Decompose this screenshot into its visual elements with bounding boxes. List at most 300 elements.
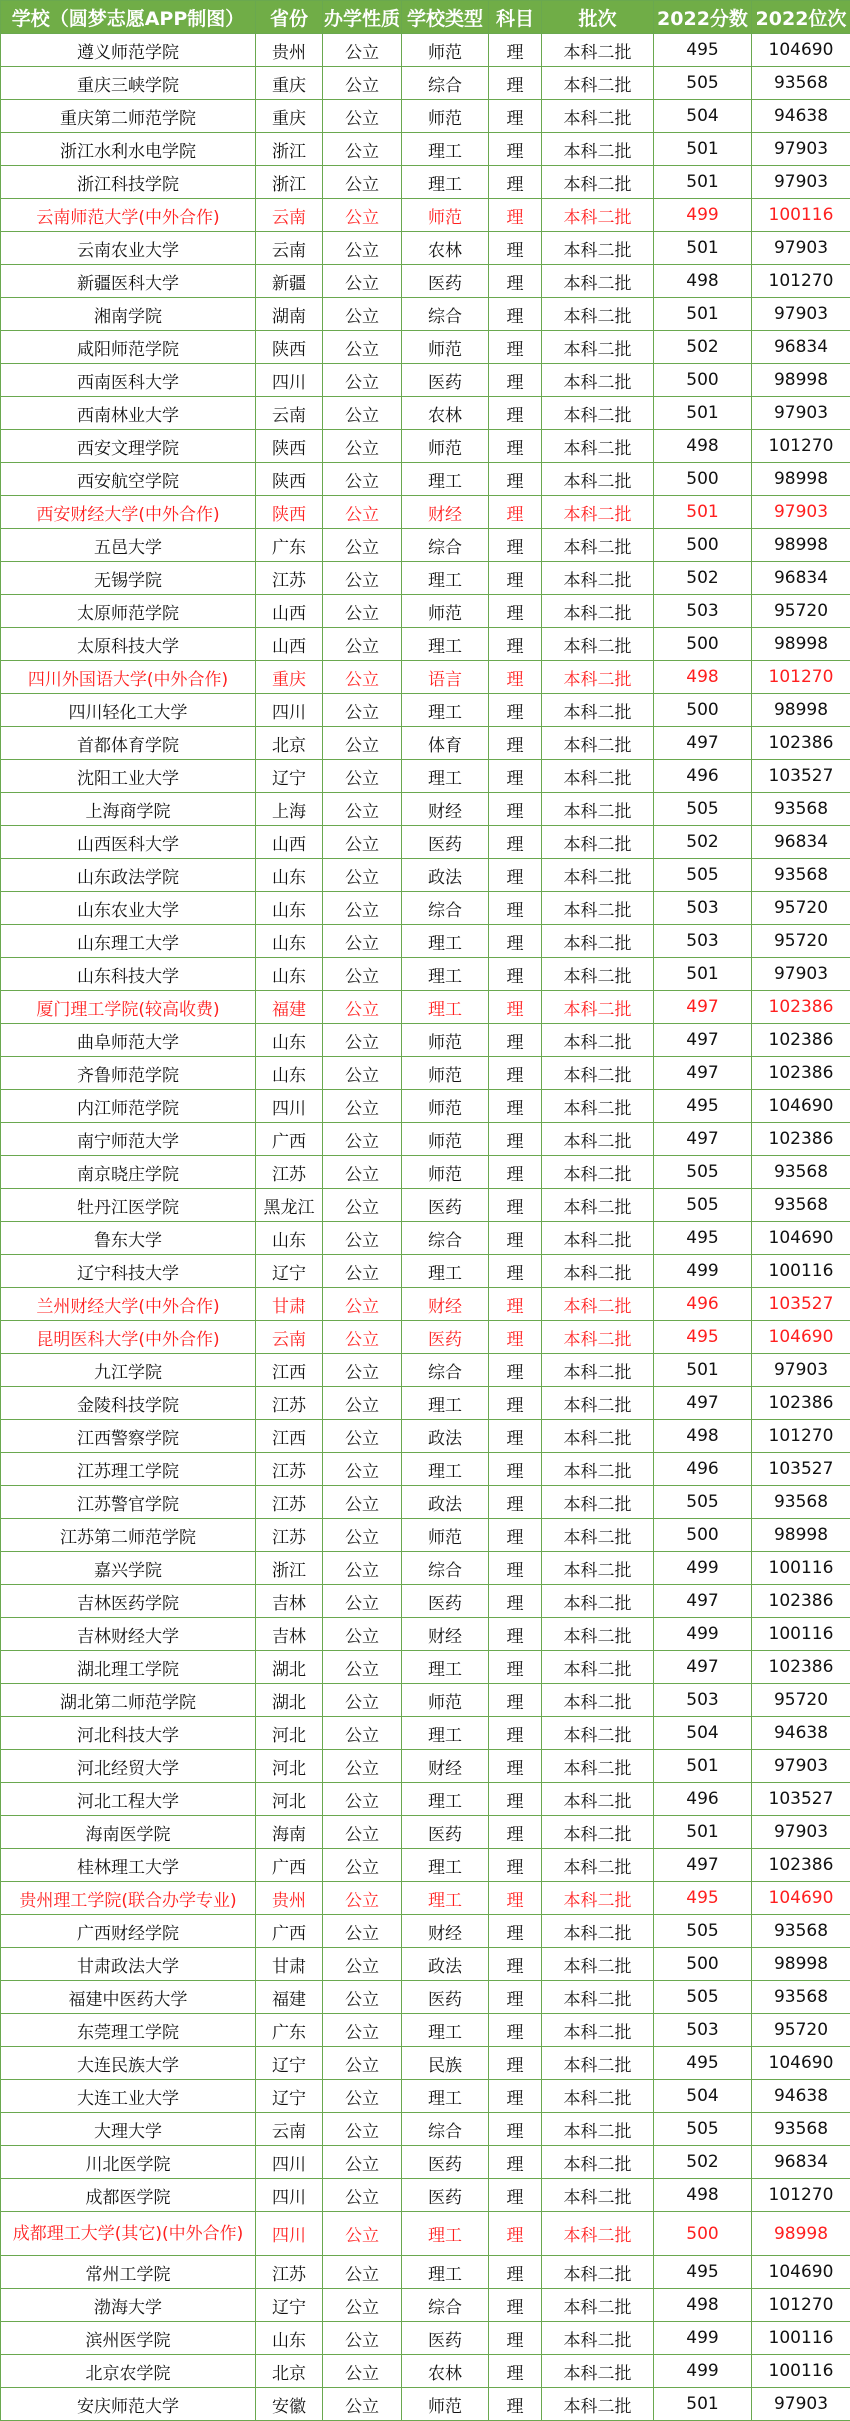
- rank-cell: 98998: [752, 2212, 850, 2256]
- rank-cell: 101270: [752, 1420, 850, 1453]
- rank-cell: 104690: [752, 1882, 850, 1915]
- header-batch: 批次: [542, 1, 654, 34]
- subject-cell: 理: [489, 1123, 542, 1156]
- ownership-cell: 公立: [323, 1123, 402, 1156]
- type-cell: 政法: [402, 1948, 489, 1981]
- ownership-cell: 公立: [323, 1057, 402, 1090]
- table-row: [1, 925, 850, 958]
- ownership-cell: 公立: [323, 628, 402, 661]
- type-cell: 师范: [402, 34, 489, 67]
- batch-cell: 本科二批: [542, 1915, 654, 1948]
- province-cell: 江苏: [256, 1519, 323, 1552]
- type-cell: 理工: [402, 694, 489, 727]
- table-row: [1, 1024, 850, 1057]
- province-cell: 北京: [256, 727, 323, 760]
- table-row: [1, 2080, 850, 2113]
- ownership-cell: 公立: [323, 232, 402, 265]
- table-row: [1, 265, 850, 298]
- subject-cell: 理: [489, 67, 542, 100]
- score-cell: 505: [654, 1981, 752, 2014]
- ownership-cell: 公立: [323, 265, 402, 298]
- school-cell: 咸阳师范学院: [1, 331, 256, 364]
- ownership-cell: 公立: [323, 1288, 402, 1321]
- subject-cell: 理: [489, 1387, 542, 1420]
- ownership-cell: 公立: [323, 463, 402, 496]
- ownership-cell: 公立: [323, 1090, 402, 1123]
- province-cell: 浙江: [256, 133, 323, 166]
- rank-cell: 101270: [752, 2179, 850, 2212]
- school-cell: 西安文理学院: [1, 430, 256, 463]
- subject-cell: 理: [489, 2179, 542, 2212]
- score-cell: 499: [654, 1255, 752, 1288]
- rank-cell: 94638: [752, 100, 850, 133]
- province-cell: 吉林: [256, 1618, 323, 1651]
- rank-cell: 96834: [752, 331, 850, 364]
- score-cell: 500: [654, 694, 752, 727]
- ownership-cell: 公立: [323, 1420, 402, 1453]
- province-cell: 四川: [256, 2212, 323, 2256]
- score-cell: 499: [654, 1618, 752, 1651]
- table-row: [1, 199, 850, 232]
- province-cell: 上海: [256, 793, 323, 826]
- batch-cell: 本科二批: [542, 925, 654, 958]
- province-cell: 江西: [256, 1354, 323, 1387]
- ownership-cell: 公立: [323, 760, 402, 793]
- score-cell: 505: [654, 1156, 752, 1189]
- rank-cell: 98998: [752, 529, 850, 562]
- score-cell: 500: [654, 529, 752, 562]
- province-cell: 山东: [256, 892, 323, 925]
- type-cell: 师范: [402, 1024, 489, 1057]
- subject-cell: 理: [489, 265, 542, 298]
- score-cell: 500: [654, 628, 752, 661]
- school-cell: 川北医学院: [1, 2146, 256, 2179]
- type-cell: 医药: [402, 1816, 489, 1849]
- school-cell: 四川轻化工大学: [1, 694, 256, 727]
- school-cell: 东莞理工学院: [1, 2014, 256, 2047]
- score-cell: 497: [654, 1024, 752, 1057]
- school-cell: 浙江科技学院: [1, 166, 256, 199]
- ownership-cell: 公立: [323, 100, 402, 133]
- type-cell: 政法: [402, 1486, 489, 1519]
- ownership-cell: 公立: [323, 1981, 402, 2014]
- subject-cell: 理: [489, 397, 542, 430]
- subject-cell: 理: [489, 1222, 542, 1255]
- score-cell: 497: [654, 1849, 752, 1882]
- subject-cell: 理: [489, 34, 542, 67]
- school-cell: 云南农业大学: [1, 232, 256, 265]
- province-cell: 贵州: [256, 1882, 323, 1915]
- batch-cell: 本科二批: [542, 1453, 654, 1486]
- school-cell: 江苏第二师范学院: [1, 1519, 256, 1552]
- type-cell: 综合: [402, 892, 489, 925]
- province-cell: 四川: [256, 694, 323, 727]
- batch-cell: 本科二批: [542, 1750, 654, 1783]
- type-cell: 理工: [402, 463, 489, 496]
- batch-cell: 本科二批: [542, 1321, 654, 1354]
- type-cell: 财经: [402, 793, 489, 826]
- rank-cell: 103527: [752, 1288, 850, 1321]
- subject-cell: 理: [489, 1156, 542, 1189]
- score-cell: 497: [654, 1057, 752, 1090]
- subject-cell: 理: [489, 1981, 542, 2014]
- school-cell: 山东农业大学: [1, 892, 256, 925]
- rank-cell: 97903: [752, 2388, 850, 2421]
- ownership-cell: 公立: [323, 2212, 402, 2256]
- province-cell: 广西: [256, 1849, 323, 1882]
- score-cell: 501: [654, 298, 752, 331]
- batch-cell: 本科二批: [542, 298, 654, 331]
- type-cell: 师范: [402, 1057, 489, 1090]
- rank-cell: 98998: [752, 1519, 850, 1552]
- school-cell: 西安航空学院: [1, 463, 256, 496]
- type-cell: 师范: [402, 595, 489, 628]
- school-cell: 海南医学院: [1, 1816, 256, 1849]
- province-cell: 辽宁: [256, 2289, 323, 2322]
- score-cell: 496: [654, 1453, 752, 1486]
- rank-cell: 102386: [752, 1123, 850, 1156]
- ownership-cell: 公立: [323, 2289, 402, 2322]
- ownership-cell: 公立: [323, 1882, 402, 1915]
- subject-cell: 理: [489, 958, 542, 991]
- subject-cell: 理: [489, 892, 542, 925]
- school-cell: 河北科技大学: [1, 1717, 256, 1750]
- score-cell: 501: [654, 1816, 752, 1849]
- school-cell: 山东理工大学: [1, 925, 256, 958]
- batch-cell: 本科二批: [542, 1090, 654, 1123]
- batch-cell: 本科二批: [542, 430, 654, 463]
- batch-cell: 本科二批: [542, 364, 654, 397]
- batch-cell: 本科二批: [542, 1585, 654, 1618]
- province-cell: 山东: [256, 859, 323, 892]
- ownership-cell: 公立: [323, 661, 402, 694]
- ownership-cell: 公立: [323, 1948, 402, 1981]
- school-cell: 河北工程大学: [1, 1783, 256, 1816]
- province-cell: 陕西: [256, 430, 323, 463]
- school-cell: 曲阜师范大学: [1, 1024, 256, 1057]
- table-row: [1, 1816, 850, 1849]
- table-row: [1, 133, 850, 166]
- rank-cell: 100116: [752, 199, 850, 232]
- score-cell: 497: [654, 1123, 752, 1156]
- province-cell: 湖北: [256, 1651, 323, 1684]
- subject-cell: 理: [489, 1354, 542, 1387]
- table-row: [1, 430, 850, 463]
- table-row: [1, 694, 850, 727]
- table-row: [1, 34, 850, 67]
- rank-cell: 98998: [752, 694, 850, 727]
- rank-cell: 102386: [752, 1651, 850, 1684]
- table-row: [1, 1453, 850, 1486]
- subject-cell: 理: [489, 2289, 542, 2322]
- subject-cell: 理: [489, 364, 542, 397]
- province-cell: 四川: [256, 2179, 323, 2212]
- type-cell: 理工: [402, 1717, 489, 1750]
- ownership-cell: 公立: [323, 1618, 402, 1651]
- table-row: [1, 2212, 850, 2256]
- score-cell: 505: [654, 1189, 752, 1222]
- school-cell: 南京晓庄学院: [1, 1156, 256, 1189]
- batch-cell: 本科二批: [542, 1519, 654, 1552]
- score-cell: 495: [654, 2256, 752, 2289]
- ownership-cell: 公立: [323, 430, 402, 463]
- subject-cell: 理: [489, 793, 542, 826]
- province-cell: 山东: [256, 1024, 323, 1057]
- ownership-cell: 公立: [323, 1189, 402, 1222]
- batch-cell: 本科二批: [542, 1618, 654, 1651]
- batch-cell: 本科二批: [542, 1981, 654, 2014]
- type-cell: 理工: [402, 2212, 489, 2256]
- school-cell: 浙江水利水电学院: [1, 133, 256, 166]
- batch-cell: 本科二批: [542, 1948, 654, 1981]
- ownership-cell: 公立: [323, 1783, 402, 1816]
- table-row: [1, 958, 850, 991]
- province-cell: 山西: [256, 826, 323, 859]
- rank-cell: 98998: [752, 364, 850, 397]
- province-cell: 辽宁: [256, 760, 323, 793]
- score-cell: 496: [654, 1288, 752, 1321]
- subject-cell: 理: [489, 1849, 542, 1882]
- rank-cell: 97903: [752, 958, 850, 991]
- score-cell: 500: [654, 1948, 752, 1981]
- school-cell: 齐鲁师范学院: [1, 1057, 256, 1090]
- school-cell: 甘肃政法大学: [1, 1948, 256, 1981]
- rank-cell: 97903: [752, 166, 850, 199]
- table-row: [1, 826, 850, 859]
- subject-cell: 理: [489, 1882, 542, 1915]
- type-cell: 语言: [402, 661, 489, 694]
- ownership-cell: 公立: [323, 958, 402, 991]
- header-school-type: 学校类型: [402, 1, 489, 34]
- batch-cell: 本科二批: [542, 67, 654, 100]
- type-cell: 师范: [402, 1156, 489, 1189]
- subject-cell: 理: [489, 1552, 542, 1585]
- province-cell: 陕西: [256, 331, 323, 364]
- province-cell: 安徽: [256, 2388, 323, 2421]
- school-cell: 常州工学院: [1, 2256, 256, 2289]
- province-cell: 山东: [256, 1057, 323, 1090]
- rank-cell: 100116: [752, 1618, 850, 1651]
- score-cell: 503: [654, 892, 752, 925]
- batch-cell: 本科二批: [542, 265, 654, 298]
- table-row: [1, 1288, 850, 1321]
- score-cell: 501: [654, 496, 752, 529]
- school-cell: 西安财经大学(中外合作): [1, 496, 256, 529]
- type-cell: 医药: [402, 364, 489, 397]
- rank-cell: 97903: [752, 232, 850, 265]
- type-cell: 理工: [402, 2256, 489, 2289]
- header-ownership: 办学性质: [323, 1, 402, 34]
- subject-cell: 理: [489, 331, 542, 364]
- rank-cell: 98998: [752, 463, 850, 496]
- rank-cell: 93568: [752, 859, 850, 892]
- school-cell: 大连民族大学: [1, 2047, 256, 2080]
- batch-cell: 本科二批: [542, 2146, 654, 2179]
- type-cell: 医药: [402, 1585, 489, 1618]
- ownership-cell: 公立: [323, 562, 402, 595]
- batch-cell: 本科二批: [542, 1288, 654, 1321]
- rank-cell: 104690: [752, 1222, 850, 1255]
- rank-cell: 93568: [752, 1486, 850, 1519]
- type-cell: 综合: [402, 298, 489, 331]
- table-row: [1, 1783, 850, 1816]
- subject-cell: 理: [489, 1288, 542, 1321]
- school-cell: 新疆医科大学: [1, 265, 256, 298]
- rank-cell: 100116: [752, 1255, 850, 1288]
- subject-cell: 理: [489, 2256, 542, 2289]
- batch-cell: 本科二批: [542, 1651, 654, 1684]
- table-row: [1, 1981, 850, 2014]
- table-row: [1, 1486, 850, 1519]
- rank-cell: 98998: [752, 1948, 850, 1981]
- batch-cell: 本科二批: [542, 2256, 654, 2289]
- province-cell: 辽宁: [256, 1255, 323, 1288]
- type-cell: 医药: [402, 2322, 489, 2355]
- ownership-cell: 公立: [323, 859, 402, 892]
- ownership-cell: 公立: [323, 2388, 402, 2421]
- type-cell: 理工: [402, 166, 489, 199]
- score-cell: 503: [654, 595, 752, 628]
- school-cell: 厦门理工学院(较高收费): [1, 991, 256, 1024]
- rank-cell: 101270: [752, 2289, 850, 2322]
- ownership-cell: 公立: [323, 2256, 402, 2289]
- type-cell: 政法: [402, 1420, 489, 1453]
- subject-cell: 理: [489, 496, 542, 529]
- school-cell: 江苏警官学院: [1, 1486, 256, 1519]
- score-cell: 498: [654, 661, 752, 694]
- type-cell: 民族: [402, 2047, 489, 2080]
- ownership-cell: 公立: [323, 1156, 402, 1189]
- batch-cell: 本科二批: [542, 958, 654, 991]
- subject-cell: 理: [489, 529, 542, 562]
- type-cell: 财经: [402, 1915, 489, 1948]
- batch-cell: 本科二批: [542, 661, 654, 694]
- province-cell: 江西: [256, 1420, 323, 1453]
- score-cell: 505: [654, 1915, 752, 1948]
- province-cell: 江苏: [256, 562, 323, 595]
- rank-cell: 102386: [752, 1057, 850, 1090]
- table-row: [1, 2256, 850, 2289]
- subject-cell: 理: [489, 826, 542, 859]
- batch-cell: 本科二批: [542, 463, 654, 496]
- rank-cell: 103527: [752, 1783, 850, 1816]
- rank-cell: 94638: [752, 1717, 850, 1750]
- batch-cell: 本科二批: [542, 1156, 654, 1189]
- batch-cell: 本科二批: [542, 1486, 654, 1519]
- table-row: [1, 298, 850, 331]
- table-row: [1, 727, 850, 760]
- subject-cell: 理: [489, 1948, 542, 1981]
- ownership-cell: 公立: [323, 1222, 402, 1255]
- batch-cell: 本科二批: [542, 133, 654, 166]
- province-cell: 四川: [256, 364, 323, 397]
- score-cell: 502: [654, 562, 752, 595]
- ownership-cell: 公立: [323, 925, 402, 958]
- school-cell: 五邑大学: [1, 529, 256, 562]
- table-row: [1, 1222, 850, 1255]
- ownership-cell: 公立: [323, 2322, 402, 2355]
- school-cell: 吉林财经大学: [1, 1618, 256, 1651]
- ownership-cell: 公立: [323, 2014, 402, 2047]
- type-cell: 理工: [402, 133, 489, 166]
- ownership-cell: 公立: [323, 2355, 402, 2388]
- rank-cell: 97903: [752, 133, 850, 166]
- province-cell: 甘肃: [256, 1948, 323, 1981]
- rank-cell: 103527: [752, 1453, 850, 1486]
- batch-cell: 本科二批: [542, 991, 654, 1024]
- table-row: [1, 2322, 850, 2355]
- type-cell: 综合: [402, 2289, 489, 2322]
- school-cell: 渤海大学: [1, 2289, 256, 2322]
- school-cell: 贵州理工学院(联合办学专业): [1, 1882, 256, 1915]
- school-cell: 云南师范大学(中外合作): [1, 199, 256, 232]
- table-row: [1, 793, 850, 826]
- batch-cell: 本科二批: [542, 2322, 654, 2355]
- school-cell: 南宁师范大学: [1, 1123, 256, 1156]
- type-cell: 综合: [402, 67, 489, 100]
- school-cell: 大连工业大学: [1, 2080, 256, 2113]
- table-row: [1, 1354, 850, 1387]
- score-cell: 498: [654, 2179, 752, 2212]
- province-cell: 山东: [256, 925, 323, 958]
- type-cell: 理工: [402, 1651, 489, 1684]
- header-school: 学校（圆梦志愿APP制图）: [1, 1, 256, 34]
- province-cell: 云南: [256, 2113, 323, 2146]
- subject-cell: 理: [489, 991, 542, 1024]
- table-row: [1, 1123, 850, 1156]
- subject-cell: 理: [489, 133, 542, 166]
- province-cell: 湖南: [256, 298, 323, 331]
- rank-cell: 104690: [752, 2256, 850, 2289]
- batch-cell: 本科二批: [542, 694, 654, 727]
- type-cell: 政法: [402, 859, 489, 892]
- subject-cell: 理: [489, 1255, 542, 1288]
- subject-cell: 理: [489, 298, 542, 331]
- subject-cell: 理: [489, 2113, 542, 2146]
- table-row: [1, 1255, 850, 1288]
- province-cell: 四川: [256, 2146, 323, 2179]
- subject-cell: 理: [489, 2014, 542, 2047]
- score-cell: 497: [654, 1387, 752, 1420]
- subject-cell: 理: [489, 1420, 542, 1453]
- table-row: [1, 628, 850, 661]
- province-cell: 福建: [256, 991, 323, 1024]
- subject-cell: 理: [489, 2146, 542, 2179]
- ownership-cell: 公立: [323, 694, 402, 727]
- score-cell: 495: [654, 1882, 752, 1915]
- table-row: [1, 1915, 850, 1948]
- type-cell: 医药: [402, 265, 489, 298]
- province-cell: 云南: [256, 1321, 323, 1354]
- province-cell: 浙江: [256, 166, 323, 199]
- rank-cell: 102386: [752, 1849, 850, 1882]
- table-row: [1, 397, 850, 430]
- subject-cell: 理: [489, 2322, 542, 2355]
- province-cell: 河北: [256, 1750, 323, 1783]
- subject-cell: 理: [489, 1684, 542, 1717]
- school-cell: 吉林医药学院: [1, 1585, 256, 1618]
- ownership-cell: 公立: [323, 397, 402, 430]
- school-cell: 内江师范学院: [1, 1090, 256, 1123]
- header-score: 2022分数: [654, 1, 752, 34]
- type-cell: 财经: [402, 496, 489, 529]
- score-cell: 501: [654, 232, 752, 265]
- score-cell: 495: [654, 1090, 752, 1123]
- batch-cell: 本科二批: [542, 793, 654, 826]
- score-cell: 499: [654, 1552, 752, 1585]
- table-row: [1, 2355, 850, 2388]
- school-cell: 湘南学院: [1, 298, 256, 331]
